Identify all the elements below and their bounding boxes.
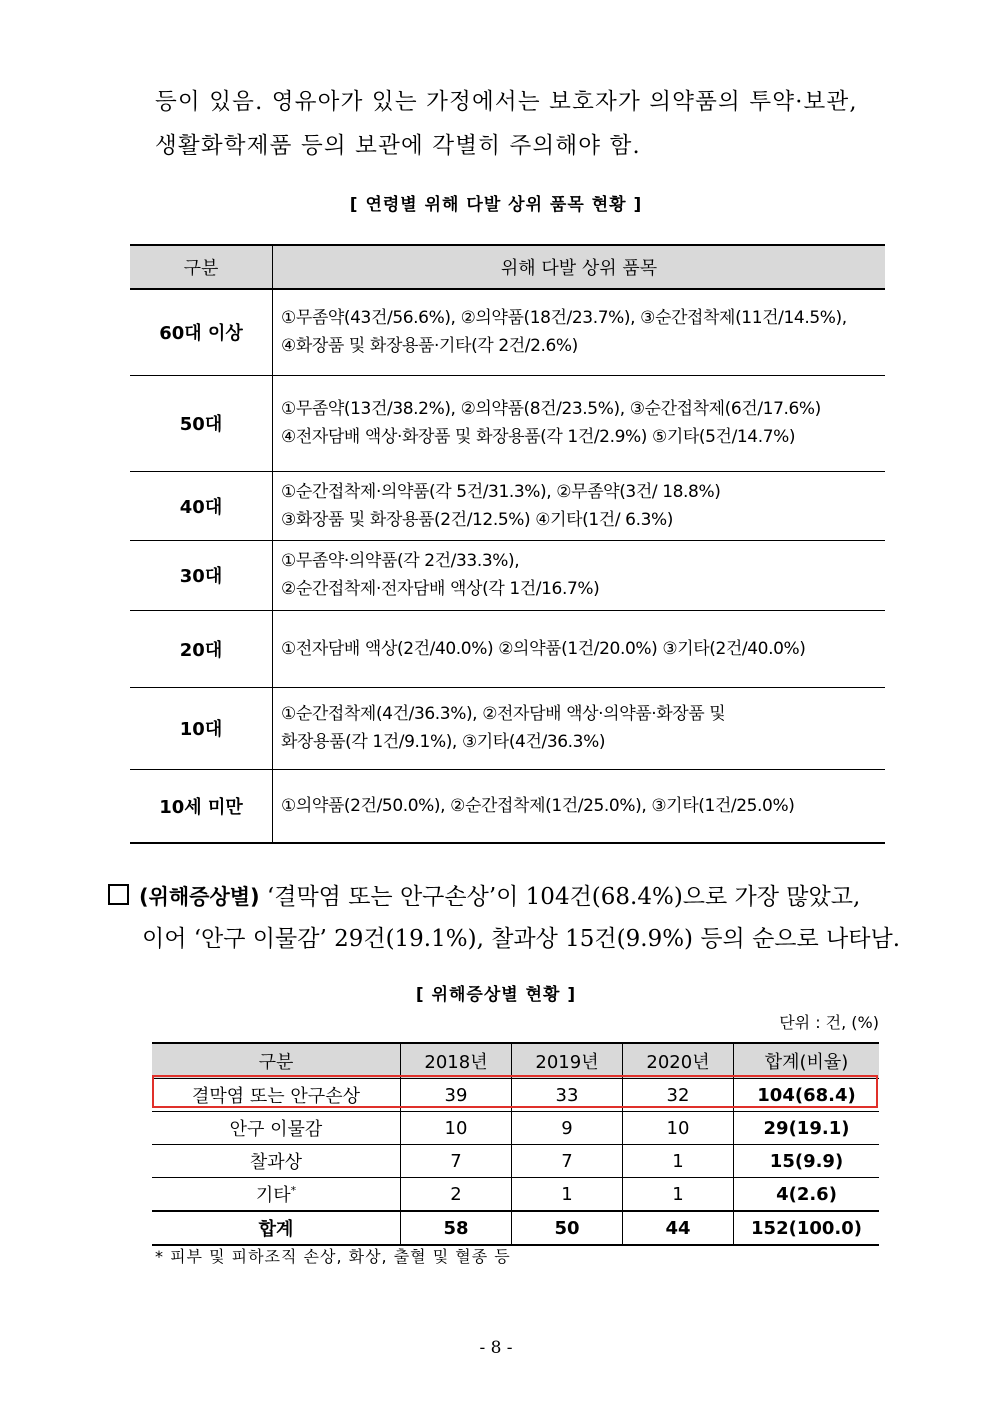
value-2019: 1 <box>512 1178 623 1212</box>
items-line: ①무좀약·의약품(각 2건/33.3%), <box>281 551 520 571</box>
table-row <box>130 769 885 843</box>
value-2019: 7 <box>512 1145 623 1178</box>
table-row <box>152 1079 879 1112</box>
row-label: 결막염 또는 안구손상 <box>152 1079 401 1112</box>
items-cell <box>273 687 886 769</box>
row-label-cell <box>152 1178 401 1212</box>
items-cell <box>273 769 886 843</box>
table-row <box>152 1178 879 1212</box>
value-2020: 1 <box>623 1145 734 1178</box>
table-row <box>130 610 885 687</box>
age-cell: 10대 <box>130 687 273 769</box>
age-cell: 20대 <box>130 610 273 687</box>
items-cell <box>273 610 886 687</box>
row-label: 기타 <box>255 1185 291 1206</box>
value-total: 104(68.4) <box>734 1079 880 1112</box>
items-line: ①전자담배 액상(2건/40.0%) ②의약품(1건/20.0%) ③기타(2건/40.0%) <box>281 638 806 659</box>
value-2020: 32 <box>623 1079 734 1112</box>
row-label: 안구 이물감 <box>152 1112 401 1145</box>
footnote-marker: * <box>290 1184 297 1197</box>
items-line: ①무좀약(13건/38.2%), ②의약품(8건/23.5%), ③순간접착제(6건/17.6%) <box>281 399 821 419</box>
value-2020: 1 <box>623 1178 734 1212</box>
items-cell <box>273 289 886 375</box>
total-2019: 50 <box>512 1211 623 1245</box>
page-number: - 8 - <box>479 1338 513 1358</box>
symptom-line-2: 이어 ‘안구 이물감’ 29건(19.1%), 찰과상 15건(9.9%) 등의 순으로 나타남. <box>142 926 901 952</box>
items-line: ①무좀약(43건/56.6%), ②의약품(18건/23.7%), ③순간접착제(11건/14.5%), <box>281 308 847 329</box>
grand-total: 152(100.0) <box>734 1211 880 1245</box>
symptom-line-1-text: ‘결막염 또는 안구손상’이 104건(68.4%)으로 가장 많았고, <box>259 884 861 910</box>
items-line: ④전자담배 액상·화장품 및 화장용품(각 1건/2.9%) ⑤기타(5건/14.7%) <box>281 427 796 447</box>
items-line: ④화장품 및 화장용품·기타(각 2건/2.6%) <box>281 336 578 357</box>
age-table-caption: [ 연령별 위해 다발 상위 품목 현황 ] <box>349 195 643 215</box>
items-line: ①순간접착제(4건/36.3%), ②전자담배 액상·의약품·화장품 및 <box>281 704 726 724</box>
age-cell: 50대 <box>130 375 273 471</box>
header-category: 구분 <box>130 245 273 289</box>
items-line: ①순간접착제·의약품(각 5건/31.3%), ②무좀약(3건/ 18.8%) <box>281 481 721 502</box>
header-category: 구분 <box>152 1043 401 1079</box>
header-2019: 2019년 <box>512 1043 623 1079</box>
table-row <box>130 471 885 540</box>
symptom-line-1 <box>108 876 900 918</box>
table-row <box>130 540 885 610</box>
total-2018: 58 <box>401 1211 512 1245</box>
table-row <box>130 687 885 769</box>
table-row <box>152 1112 879 1145</box>
items-cell <box>273 540 886 610</box>
header-2018: 2018년 <box>401 1043 512 1079</box>
value-2018: 7 <box>401 1145 512 1178</box>
header-2020: 2020년 <box>623 1043 734 1079</box>
age-cell: 60대 이상 <box>130 289 273 375</box>
table-header-row <box>130 245 885 289</box>
unit-label: 단위 : 건, (%) <box>779 1013 879 1032</box>
table-row <box>130 289 885 375</box>
table-row <box>130 375 885 471</box>
table-header-row <box>152 1043 879 1079</box>
items-cell <box>273 375 886 471</box>
total-2020: 44 <box>623 1211 734 1245</box>
intro-line-2: 생활화학제품 등의 보관에 각별히 주의해야 함. <box>155 133 641 159</box>
checkbox-square-icon <box>108 884 129 905</box>
age-items-table <box>130 244 885 844</box>
value-total: 4(2.6) <box>734 1178 880 1212</box>
value-2019: 33 <box>512 1079 623 1112</box>
age-cell: 40대 <box>130 471 273 540</box>
value-2018: 39 <box>401 1079 512 1112</box>
symptom-table <box>152 1042 879 1246</box>
symptom-paragraph <box>108 876 900 960</box>
intro-line-1: 등이 있음. 영유아가 있는 가정에서는 보호자가 의약품의 투약·보관, <box>155 89 858 115</box>
value-total: 15(9.9) <box>734 1145 880 1178</box>
value-2019: 9 <box>512 1112 623 1145</box>
value-2018: 2 <box>401 1178 512 1212</box>
intro-paragraph <box>155 80 900 168</box>
items-cell <box>273 471 886 540</box>
footnote: * 피부 및 피하조직 손상, 화상, 출혈 및 혈종 등 <box>155 1247 511 1266</box>
items-line: ③화장품 및 화장용품(2건/12.5%) ④기타(1건/ 6.3%) <box>281 509 673 530</box>
symptom-table-caption: [ 위해증상별 현황 ] <box>415 985 577 1005</box>
value-total: 29(19.1) <box>734 1112 880 1145</box>
symptom-heading: (위해증상별) <box>139 885 260 909</box>
items-line: 화장용품(각 1건/9.1%), ③기타(4건/36.3%) <box>281 732 606 752</box>
row-label: 찰과상 <box>152 1145 401 1178</box>
header-items: 위해 다발 상위 품목 <box>273 245 886 289</box>
items-line: ②순간접착제·전자담배 액상(각 1건/16.7%) <box>281 579 600 599</box>
table-row <box>152 1145 879 1178</box>
header-total: 합계(비율) <box>734 1043 880 1079</box>
value-2018: 10 <box>401 1112 512 1145</box>
age-cell: 30대 <box>130 540 273 610</box>
total-label: 합계 <box>152 1211 401 1245</box>
age-cell: 10세 미만 <box>130 769 273 843</box>
total-row <box>152 1211 879 1245</box>
value-2020: 10 <box>623 1112 734 1145</box>
items-line: ①의약품(2건/50.0%), ②순간접착제(1건/25.0%), ③기타(1건/25.0%) <box>281 795 795 816</box>
